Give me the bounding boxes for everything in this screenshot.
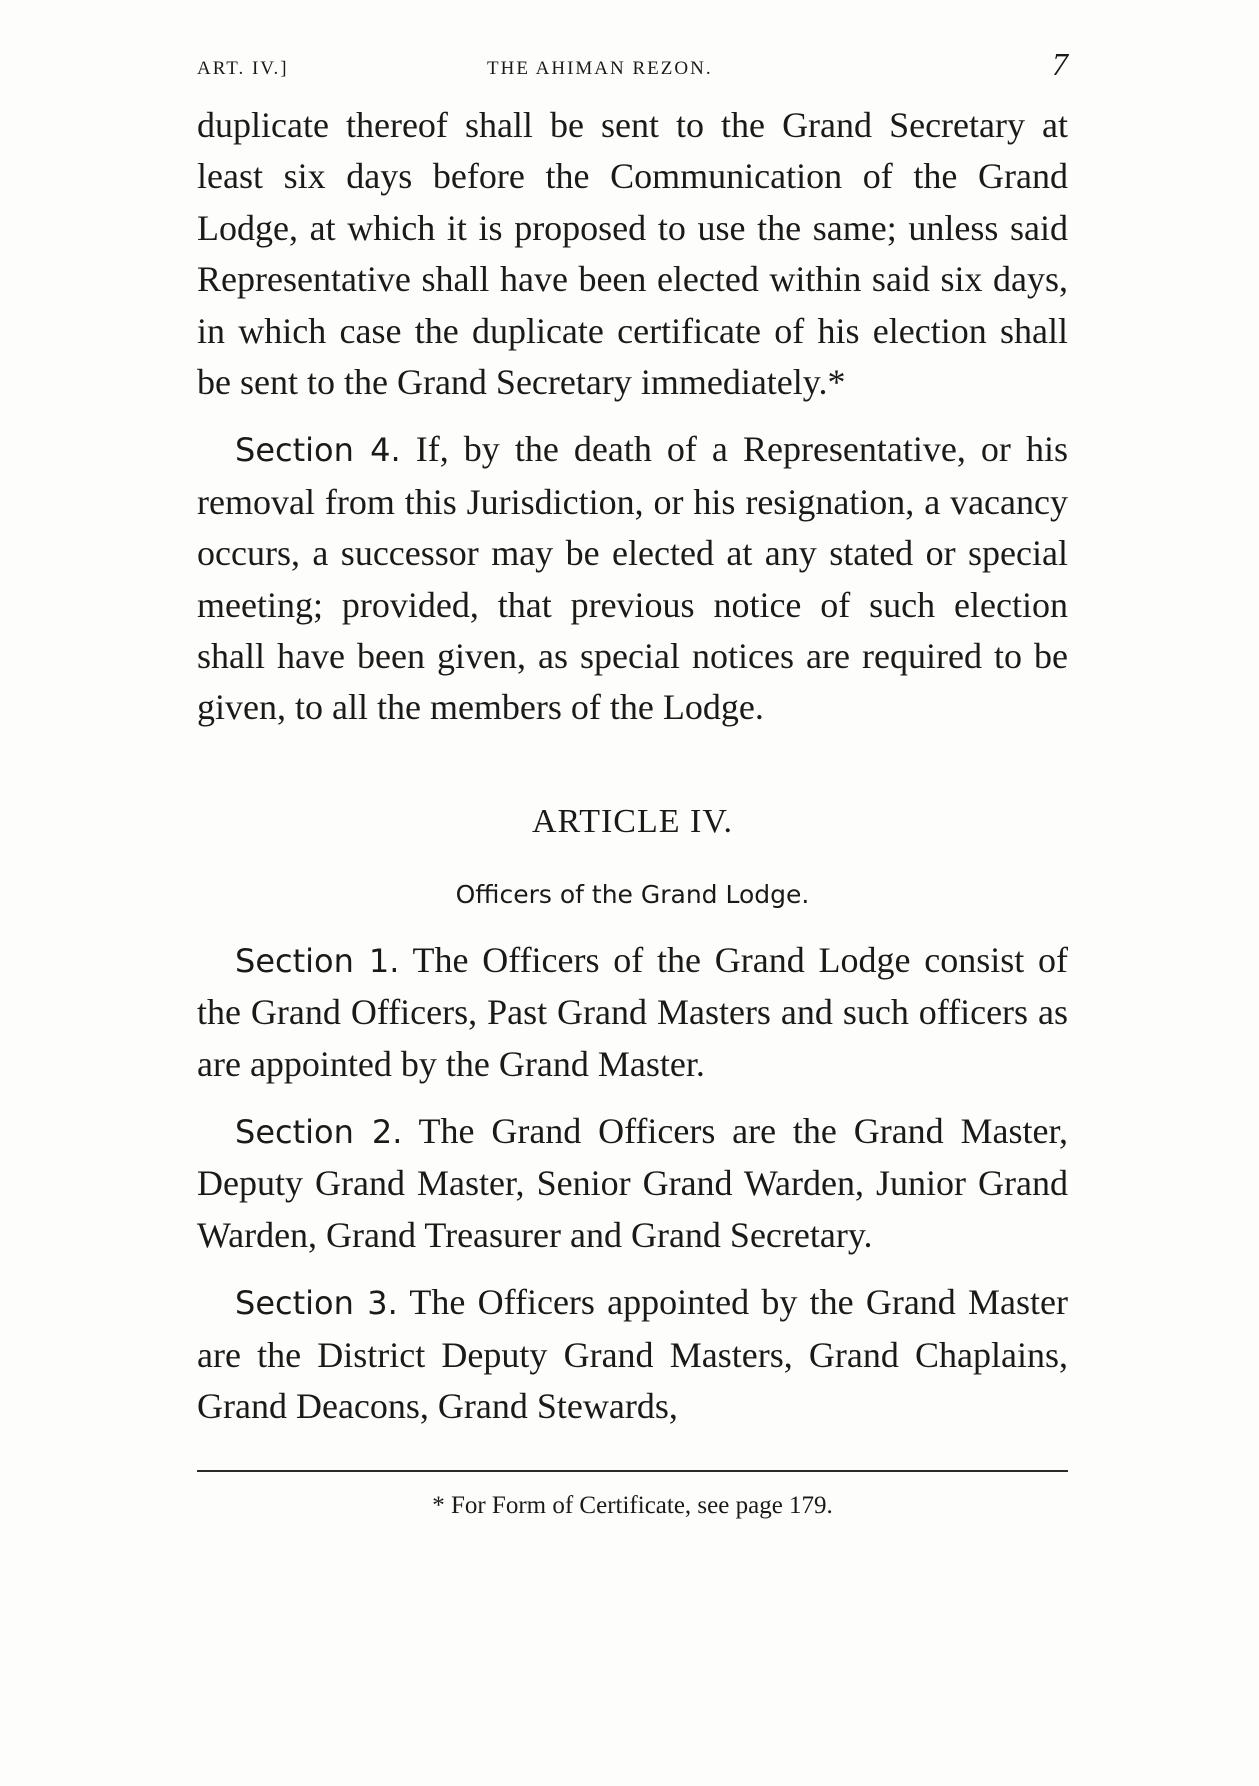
page-number: 7 bbox=[1052, 46, 1068, 82]
footnote: * For Form of Certificate, see page 179. bbox=[432, 1492, 833, 1520]
footnote-divider bbox=[197, 1470, 1068, 1472]
article-section-1-paragraph bbox=[197, 935, 1068, 1090]
article-section-1-label: Section 1. bbox=[235, 941, 400, 980]
article-section-1-text: The Officers of the Grand Lodge consist of the Grand Officers, Past Grand Masters and such officers as are appointed by the Grand Master. bbox=[197, 939, 1069, 1084]
book-page bbox=[197, 40, 1068, 1520]
running-head bbox=[197, 40, 1068, 100]
running-head-title: THE AHIMAN REZON. bbox=[487, 58, 713, 79]
article-section-2-paragraph bbox=[197, 1106, 1068, 1261]
running-head-article: ART. IV.] bbox=[197, 58, 289, 79]
article-section-3-label: Section 3. bbox=[235, 1284, 398, 1323]
article-section-2-label: Section 2. bbox=[235, 1112, 403, 1151]
article-section-3-text: The Officers appointed by the Grand Master are the District Deputy Grand Masters, Grand Chaplains, Grand Deacons, Grand Stewards, bbox=[197, 1282, 1068, 1426]
page-body bbox=[197, 100, 1068, 1432]
continuation-paragraph: duplicate thereof shall be sent to the Grand Secretary at least six days before the Communication of the Grand Lodge, at which it is proposed to use the same; unless said Representative shall have been elected within said six days, in which case the duplicate certificate of his election shall be sent to the Grand Secretary immediately.* bbox=[197, 105, 1068, 403]
article-title: ARTICLE IV. bbox=[532, 802, 733, 840]
section-4-label: Section 4. bbox=[235, 431, 401, 470]
article-subtitle: Officers of the Grand Lodge. bbox=[455, 880, 810, 910]
article-section-2-text: The Grand Officers are the Grand Master, Deputy Grand Master, Senior Grand Warden, Junior Grand Warden, Grand Treasurer and Grand Secretary. bbox=[197, 1110, 1069, 1255]
section-4-text: If, by the death of a Representative, or his removal from this Jurisdiction, or his resignation, a vacancy occurs, a successor may be elected at any stated or special meeting; provided, that previous notice of such election shall have been given, as special notices are required to be given, to all the members of the Lodge. bbox=[197, 429, 1068, 728]
section-4-paragraph bbox=[197, 424, 1068, 733]
article-section-3-paragraph bbox=[197, 1277, 1068, 1432]
